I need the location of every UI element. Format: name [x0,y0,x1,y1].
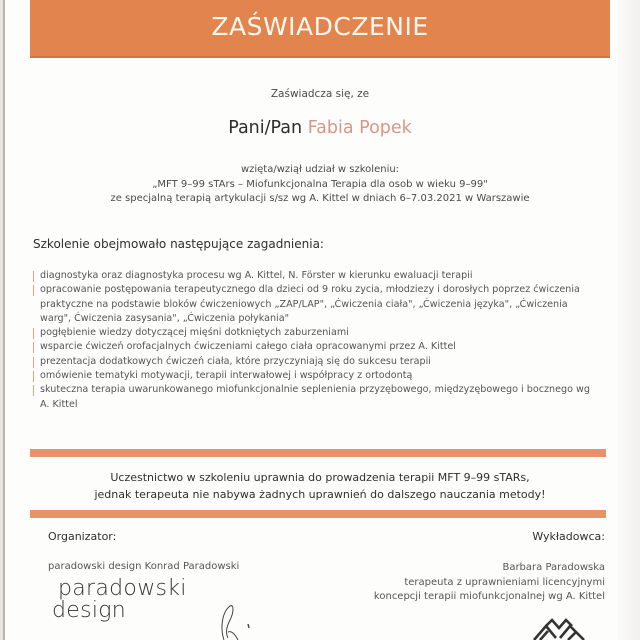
lecturer-logo-icon [532,618,586,640]
intro-text: Zaświadcza się, ze [270,88,370,100]
lecturer-title-line-2: koncepcji terapii miofunkcjonalnej wg A. Kittel [373,591,605,602]
participant-line [0,118,640,138]
organizer-name: paradowski design Konrad Paradowski [48,561,240,572]
logo-line-1: paradowski [58,576,187,601]
topic-item: opracowanie postępowania terapeutycznego dla dzieci od 9 roku zycia, młodziezy i dorosłych poprzez ćwiczenia praktyczne na podstawie bloków ćwiczeniowych „ZAP/LAP", „Ćwiczenia ciała", „Ćwiczenia języka", „Ćwiczenia warg", Ćwiczenia zasysania", „Ćwiczenia połykania" [33,283,593,326]
course-line-1: wzięta/wziął udział w szkoleniu: [240,164,400,175]
topics-heading: Szkolenie obejmowało następujące zagadnienia: [33,237,324,251]
course-line-2: „MFT 9–99 sTArs – Miofunkcjonalna Terapia dla osob w wieku 9–99" [152,178,488,190]
lecturer-name: Barbara Paradowska [502,562,605,573]
lecturer-details [374,561,605,605]
topic-item: diagnostyka oraz diagnostyka procesu wg A. Kittel, N. Förster w kierunku ewaluacji terapii [33,269,593,283]
divider-bar-bottom [30,510,606,518]
certificate-title: ZAŚWIADCZENIE [211,12,429,41]
course-line-3: ze specjalną terapią artykulacji s/sz wg A. Kittel w dniach 6–7.03.2021 w Warszawie [110,193,530,204]
notice-line-2: jednak terapeuta nie nabywa żadnych uprawnień do dalszego nauczania metody! [94,488,546,501]
organizer-logo [52,578,187,622]
topic-item: wsparcie ćwiczeń orofacjalnych ćwiczeniami całego ciała opracowanymi przez A. Kittel [33,340,593,354]
divider-bar-top [30,449,606,457]
course-description [0,163,640,207]
topic-item: omówienie tematyki motywacji, terapii interwałowej i współpracy z ortodontą [33,369,593,383]
notice-text [0,469,640,503]
participant-prefix: Pani/Pan [228,118,303,138]
topic-item: prezentacja dodatkowych ćwiczeń ciała, które przyczyniają się do sukcesu terapii [33,355,593,369]
organizer-label: Organizator: [48,530,117,543]
logo-line-2: design [52,598,127,623]
header-band [30,0,610,58]
topic-item: skuteczna terapia uwarunkowanego miofunkcjonalnie seplenienia przyzębowego, międzyzębowego i bocznego wg A. Kittel [33,383,593,412]
lecturer-title-line-1: terapeuta z uprawnieniami licencyjnymi [404,576,605,588]
topics-list [33,269,593,412]
participant-name: Fabia Popek [307,118,412,138]
notice-line-1: Uczestnictwo w szkoleniu uprawnia do prowadzenia terapii MFT 9–99 sTARs, [110,471,530,484]
topic-item: pogłębienie wiedzy dotyczącej mięśni dotkniętych zaburzeniami [33,326,593,340]
lecturer-label: Wykładowca: [532,530,605,543]
signature-icon [210,602,260,640]
